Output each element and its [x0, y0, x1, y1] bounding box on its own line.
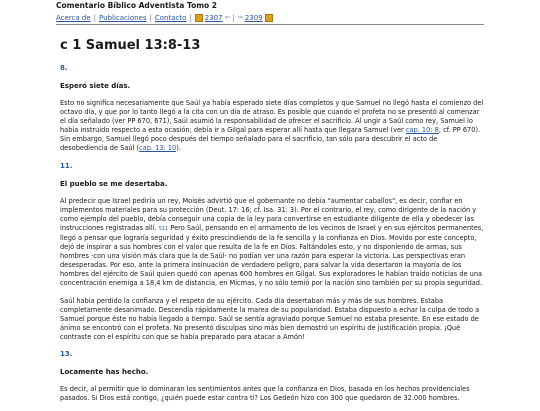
nav-separator: |	[149, 13, 152, 22]
nav-about-link[interactable]: Acerca de	[56, 13, 91, 22]
top-bar	[56, 0, 484, 25]
page-icon	[195, 14, 203, 22]
paragraph-text: Pero Saúl, pensando en el armamento de los vecinos de Israel y en sus ejércitos permanentes, llegó a pensar que lograría seguridad y éxito prescindiendo de la fe sencilla y la confianza en Dios. Movido por este concepto, dejó de inspirar a sus hombres con el valor que resulta de la fe en Dios. Faltándoles esto, y no disponiendo de armas, sus hombres -con una visión más clara que la de Saúl- no podían ver una razón para esperar la victoria. Las perspectivas eran desesperadas. Por eso, ante la primera insinuación de verdadero peligro, para salvar la vida desertaron la mayoría de los hombres del ejército de Saúl quien quedó con apenas 600 hombres en Gilgal. Sus exploradores le habían traído noticias de una concentración enemiga a 18,4 km de distancia, en Micmas, y no sólo temió por la nación sino también por su propia seguridad.	[60, 223, 484, 288]
nav-separator: |	[189, 13, 192, 22]
paragraph-text: Al predecir que Israel pediría un rey, Moisés advirtió que el gobernante no debía "aumentar caballos", es decir, confiar en implementos materiales para su protección (Deut. 17: 16; cf. Isa. 31: 3). Por el contrario, el rey, como dirigente de la nación y como ejemplo del pueblo, debía conseguir una copia de la ley para convertirse en estudiante diligente de ella y obedecer las instrucciones registradas allí.	[60, 196, 477, 232]
verse-subheading: El pueblo se me desertaba.	[60, 179, 168, 188]
commentary-paragraph: Saúl había perdido la confianza y el respeto de su ejército. Cada día desertaban más y más de sus hombres. Estaba completamente desanimado. Descendía rápidamente la marea de su popularidad. Estaba dispuesto a echar la culpa de todo a Samuel porque éste no había llegado a tiempo. Saúl se sentía agraviado porque Samuel no estaba presente. En ese estado de ánimo se encontró con el profeta. No presentó disculpas sino más bien demostró un espíritu de justificación propia. ¡Qué contraste con el espíritu con que se había preparado para atacar a Amón!	[60, 296, 480, 341]
nav-separator: |	[232, 13, 235, 22]
page-icon	[265, 14, 273, 22]
commentary-paragraph	[60, 99, 484, 154]
paragraph-text: ; cf. PP 670). Sin embargo, Samuel llegó poco después del tiempo señalado para el sacrificio, tan sólo para descubrir el acto de desobediencia de Saúl (	[60, 126, 481, 153]
nav-bar	[56, 11, 484, 25]
verse-number: 11.	[60, 161, 73, 170]
nav-separator: |	[93, 13, 97, 22]
verse-subheading: Locamente has hecho.	[60, 367, 149, 376]
commentary-section	[60, 162, 484, 342]
nav-publications-link[interactable]: Publicaciones	[99, 13, 147, 22]
book-title: Comentario Bíblico Adventista Tomo 2	[56, 1, 218, 10]
page-title: c 1 Samuel 13:8-13	[60, 38, 201, 53]
verse-number: 13.	[60, 349, 73, 358]
commentary-section	[60, 64, 484, 154]
paragraph-text: Esto no significa necesariamente que Saúl ya había esperado siete días completos y que Samuel no llegó hasta el comienzo del octavo día, y que por lo tanto llegó a la cita con un día de atraso. Es posible que cuando el profeta no se presentó al comenzar el día señalado (ver PP 670, 671), Saúl asumió la responsabilidad de ofrecer el sacrificio. Al ungir a Saúl como rey, Samuel lo había instruido respecto a esta ocasión; debía ir a Gilgal para esperar allí hasta que llegara Samuel (ver	[60, 99, 484, 135]
verse-subheading: Esperó siete días.	[60, 82, 131, 90]
verse-number: 8.	[60, 64, 68, 72]
paragraph-text: ).	[176, 144, 181, 153]
commentary-paragraph: Es decir, al permitir que lo dominaran los sentimientos antes que la confianza en Dios, basada en los hechos providenciales pasados. Si Dios está contigo, ¿quién puede estar contra ti? Los Gedeón hizo con 300 que quedaron de 32.000 hombres.	[60, 384, 470, 403]
prev-page-number[interactable]: 2307	[204, 13, 223, 22]
cross-reference-link[interactable]: cap. 13: 10	[139, 144, 177, 153]
commentary-section	[60, 350, 484, 403]
next-page-link[interactable]	[238, 14, 273, 22]
next-arrow-icon: ⇨	[237, 14, 245, 21]
prev-page-link[interactable]	[195, 14, 230, 22]
nav-contact-link[interactable]: Contacto	[154, 13, 187, 22]
previous-arrow-icon: ⇦	[222, 14, 230, 21]
commentary-content	[60, 37, 484, 411]
cross-reference-link[interactable]: cap. 10: 8	[405, 126, 439, 135]
commentary-paragraph	[60, 197, 484, 289]
page-marker: 511	[158, 225, 169, 232]
next-page-number[interactable]: 2309	[244, 13, 263, 22]
